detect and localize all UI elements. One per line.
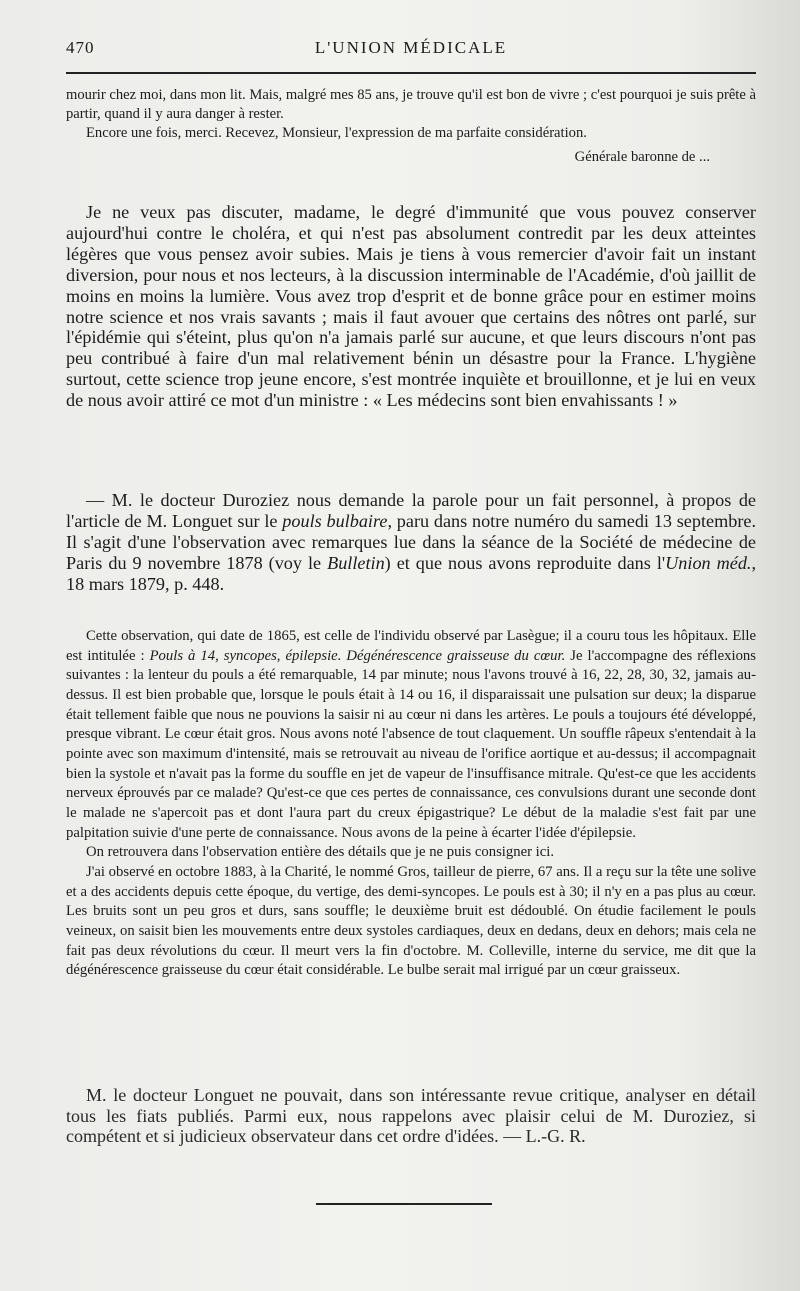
observation-paragraph-1	[66, 627, 756, 843]
letter-paragraph-1: mourir chez moi, dans mon lit. Mais, malgré mes 85 ans, je trouve qu'il est bon de vivre ; c'est pourquoi je suis prête à partir, quand il y aura danger à rester.	[66, 87, 756, 122]
observation-text-2: Je l'accompagne des réflexions suivantes : la lenteur du pouls a été remarquable, 14 par minute; nous l'avons trouvé à 16, 22, 28, 30, 32, jamais au-dessus. Il est bien probable que, lorsque le pouls était à 14 ou 16, il disparaissait une pulsation sur deux; la disparue était tellement faible que nous ne pouvions la saisir ni au cœur ni dans les artères. Le pouls a toujours été développé, presque vibrant. Le cœur était gros. Nous avons noté l'absence de tout claquement. Un souffle râpeux s'entendait à la pointe avec son maximum d'intensité, mais se retrouvait au niveau de l'orifice aortique et au-dessus; il accompagnait bien la systole et n'avait pas la forme du souffle en jet de vapeur de l'insuffisance mitrale. Qu'est-ce que les accidents nerveux éprouvés par ce malade? Qu'est-ce que ces pertes de connaissance, ces convulsions durant une seconde dont le malade ne s'apercoit pas et dont l'aura part du creux épigastrique? Le début de la maladie s'est fait par une palpitation suivie d'une perte de connaissance. Nous avons de la peine à écarter l'idée d'épilepsie.	[66, 647, 756, 841]
duroziez-italic-pouls-bulbaire: pouls bulbaire	[282, 510, 388, 531]
observation-paragraph-2: On retrouvera dans l'observation entière des détails que je ne puis consigner ici.	[86, 844, 555, 861]
letter-paragraph-2: Encore une fois, merci. Recevez, Monsieur, l'expression de ma parfaite considération.	[86, 125, 587, 141]
duroziez-italic-union-med: Union méd.	[665, 552, 752, 573]
duroziez-italic-bulletin: Bulletin	[327, 552, 385, 573]
end-rule	[316, 1203, 492, 1205]
duroziez-text-4: , 18 mars 1879, p. 448.	[66, 552, 757, 594]
duroziez-paragraph	[66, 490, 756, 595]
editor-reply-paragraph: Je ne veux pas discuter, madame, le degré d'immunité que vous pouvez conserver aujourd'hui contre le choléra, et qui n'est pas absolument contredit par les deux atteintes légères que vous pensez avoir subies. Mais je tiens à vous remercier d'avoir fait un instant diversion, pour nous et nos lecteurs, à la discussion interminable de l'Académie, d'où jaillit de moins en moins la lumière. Vous avez trop d'esprit et de bonne grâce pour en estimer moins notre science et nos vrais savants ; mais il faut avouer que certains des nôtres ont parlé, sur l'épidémie qui s'éteint, plus qu'on n'a jamais parlé sur aucune, et que leurs discours n'ont pas peu contribué à faire d'un mal relativement bénin un désastre pour la France. L'hygiène surtout, cette science trop jeune encore, s'est montrée inquiète et brouillonne, et je lui en veux de nous avoir attiré ce mot d'un ministre : « Les médecins sont bien envahissants ! »	[66, 202, 756, 411]
observation-paragraph-3: J'ai observé en octobre 1883, à la Charité, le nommé Gros, tailleur de pierre, 67 ans. Il a reçu sur la tête une solive et a des accidents depuis cette époque, du vertige, des demi-syncopes. Le pouls est à 30; il n'y en a pas plus au cœur. Les bruits sont un peu gros et durs, sans souffle; le deuxième bruit est dédoublé. On étudie facilement le pouls veineux, on saisit bien les mouvements entre deux systoles cardiaques, deux en dedans, deux en dehors; mais cela ne fait pas deux révolutions du cœur. Il meurt vers la fin d'octobre. M. Colleville, interne du service, me dit que la dégénérescence graisseuse du cœur était considérable. Le bulbe serait mal irrigué par un cœur graisseux.	[66, 863, 756, 979]
observation-title: Pouls à 14, syncopes, épilepsie. Dégénérescence graisseuse du cœur.	[149, 647, 566, 664]
letter-signature: Générale baronne de ...	[574, 149, 710, 165]
page-number: 470	[66, 38, 95, 57]
observation-quote	[66, 627, 756, 981]
journal-title: L'UNION MÉDICALE	[314, 38, 508, 57]
editor-reply	[66, 202, 756, 411]
running-head	[66, 38, 756, 62]
observation-text-1: Cette observation, qui date de 1865, est celle de l'individu observé par Lasègue; il a couru tous les hôpitaux. Elle est intitulée :	[66, 628, 756, 664]
closing-paragraph: M. le docteur Longuet ne pouvait, dans son intéressante revue critique, analyser en détail tous les fiats publiés. Parmi eux, nous rappelons avec plaisir celui de M. Duroziez, si compétent et si judicieux observateur dans cet ordre d'idées. — L.-G. R.	[66, 1085, 756, 1146]
duroziez-text-2: , paru dans notre numéro du samedi 13 septembre. Il s'agit d'une l'observation avec remarques lue dans la séance de la Société de médecine de Paris du 9 novembre 1878 (voy le	[66, 510, 756, 573]
closing-note	[66, 1085, 756, 1147]
duroziez-notice	[66, 490, 756, 595]
header-rule	[66, 72, 756, 74]
letter-ending	[66, 86, 756, 167]
duroziez-text-1: — M. le docteur Duroziez nous demande la parole pour un fait personnel, à propos de l'article de M. Longuet sur le	[66, 490, 756, 531]
duroziez-text-3: ) et que nous avons reproduite dans l'	[384, 552, 666, 573]
